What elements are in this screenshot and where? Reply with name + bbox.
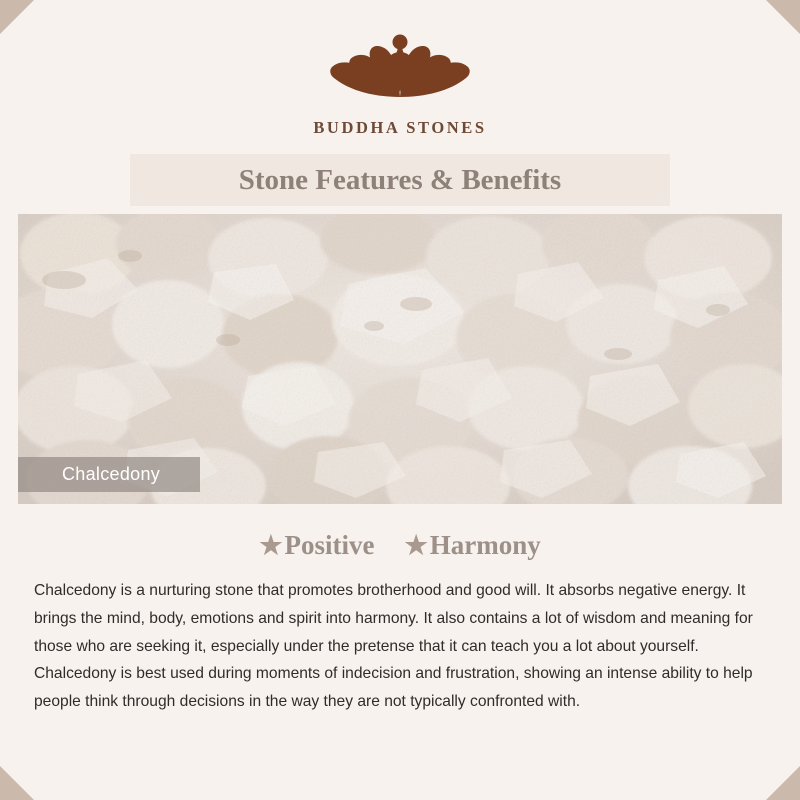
star-icon: ★ <box>259 530 283 560</box>
keyword-positive <box>259 530 374 561</box>
section-title-band <box>0 154 800 206</box>
brand-header <box>0 0 800 138</box>
hero-image <box>18 214 782 504</box>
brand-name: BUDDHA STONES <box>313 118 487 137</box>
keyword-harmony <box>404 530 540 561</box>
keyword-list <box>0 530 800 561</box>
keyword-label: Harmony <box>429 530 541 560</box>
image-caption: Chalcedony <box>18 457 200 492</box>
keyword-label: Positive <box>284 530 375 560</box>
star-icon: ★ <box>404 530 428 560</box>
corner-decoration-top-left <box>0 0 34 34</box>
page-title: Stone Features & Benefits <box>238 164 562 196</box>
corner-decoration-top-right <box>766 0 800 34</box>
description-paragraph: Chalcedony is a nurturing stone that promotes brotherhood and good will. It absorbs negative energy. It brings the mind, body, emotions and spirit into harmony. It also contains a lot of wisdom and meaning for those who are seeking it, especially under the pretense that it can teach you a lot about yourself. Chalcedony is best used during moments of indecision and frustration, showing an intense ability to help people think through decisions in the way they are not typically confronted with. <box>34 582 753 710</box>
corner-decoration-bottom-left <box>0 766 34 800</box>
lotus-meditation-icon <box>315 22 485 114</box>
corner-decoration-bottom-right <box>766 766 800 800</box>
